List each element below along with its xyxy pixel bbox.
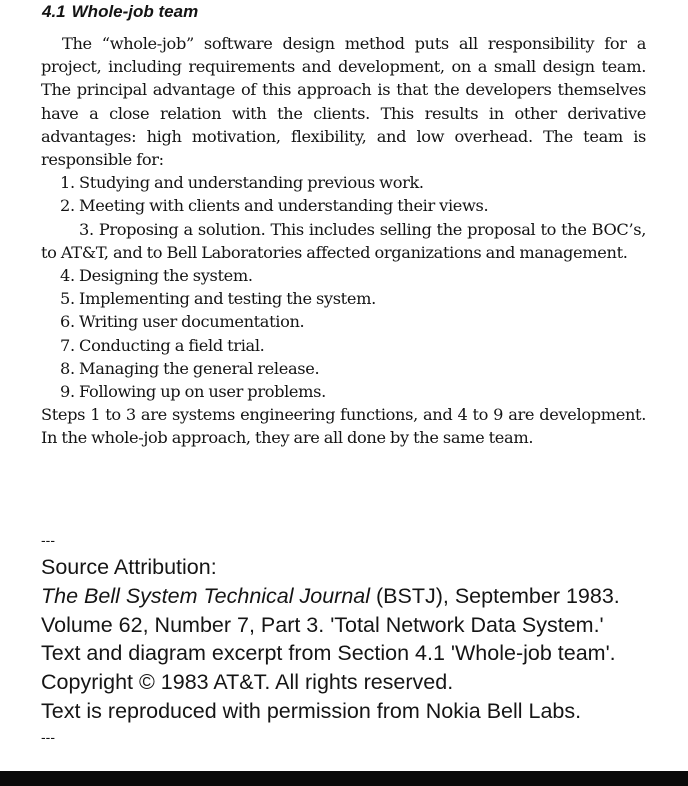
list-item-number: 5. xyxy=(60,289,75,309)
list-item-number: 8. xyxy=(60,358,75,378)
list-item-number: 7. xyxy=(60,335,75,355)
list-item-text: Implementing and testing the system. xyxy=(79,289,376,309)
journal-title: The Bell System Technical Journal xyxy=(41,583,371,608)
separator-bottom: --- xyxy=(41,728,55,745)
list-item-text: Meeting with clients and understanding their views. xyxy=(79,196,489,216)
list-item-text: Following up on user problems. xyxy=(79,382,326,402)
bottom-bar xyxy=(0,771,688,786)
list-item xyxy=(41,310,646,333)
separator-top: --- xyxy=(41,532,55,548)
list-item-number: 1. xyxy=(60,173,75,193)
attribution-permission: Text is reproduced with permission from Nokia Bell Labs. xyxy=(41,698,582,723)
list-item-number: 4. xyxy=(60,266,75,286)
list-item-number: 3. xyxy=(79,219,94,239)
journal-date: (BSTJ), September 1983. xyxy=(370,583,620,608)
list-item-number: 6. xyxy=(60,312,75,332)
list-item xyxy=(41,357,646,380)
list-item-number: 9. xyxy=(60,382,75,402)
attribution-copyright: Copyright © 1983 AT&T. All rights reserved. xyxy=(41,670,454,695)
list-item-text: Managing the general release. xyxy=(79,358,320,378)
attribution-journal-line xyxy=(41,582,661,611)
section-title: Whole-job team xyxy=(71,2,199,21)
list-item xyxy=(41,194,646,217)
list-item-text: Conducting a field trial. xyxy=(79,335,265,355)
list-item-text: Writing user documentation. xyxy=(79,312,305,332)
attribution-volume: Volume 62, Number 7, Part 3. 'Total Network Data System.' xyxy=(41,612,604,637)
attribution-excerpt: Text and diagram excerpt from Section 4.1 'Whole-job team'. xyxy=(41,641,616,666)
conclusion-paragraph: Steps 1 to 3 are systems engineering functions, and 4 to 9 are development. In the whole-job approach, they are all done by the same team. xyxy=(41,405,646,448)
list-item xyxy=(41,218,646,264)
list-item-text: Studying and understanding previous work. xyxy=(79,173,424,193)
intro-paragraph: The “whole-job” software design method puts all responsibility for a project, including requirements and development, on a small design team. The principal advantage of this approach is that the developers themselves have a close relation with the clients. This results in other derivative advantages: high motivation, flexibility, and low overhead. The team is responsible for: xyxy=(41,34,646,170)
section-heading xyxy=(42,2,198,22)
list-item xyxy=(41,171,646,194)
attribution-label: Source Attribution: xyxy=(41,555,217,579)
article-body xyxy=(41,32,646,450)
list-item xyxy=(41,334,646,357)
source-attribution xyxy=(41,531,661,750)
section-number: 4.1 xyxy=(42,2,66,21)
list-item-text: Proposing a solution. This includes selling the proposal to the BOC’s, to AT&T, and to Bell Laboratories affected organizations and management. xyxy=(41,219,647,262)
list-item xyxy=(41,264,646,287)
list-item xyxy=(41,380,646,403)
list-item-number: 2. xyxy=(60,196,75,216)
responsibility-list xyxy=(41,171,646,403)
list-item-text: Designing the system. xyxy=(79,266,253,286)
list-item xyxy=(41,287,646,310)
